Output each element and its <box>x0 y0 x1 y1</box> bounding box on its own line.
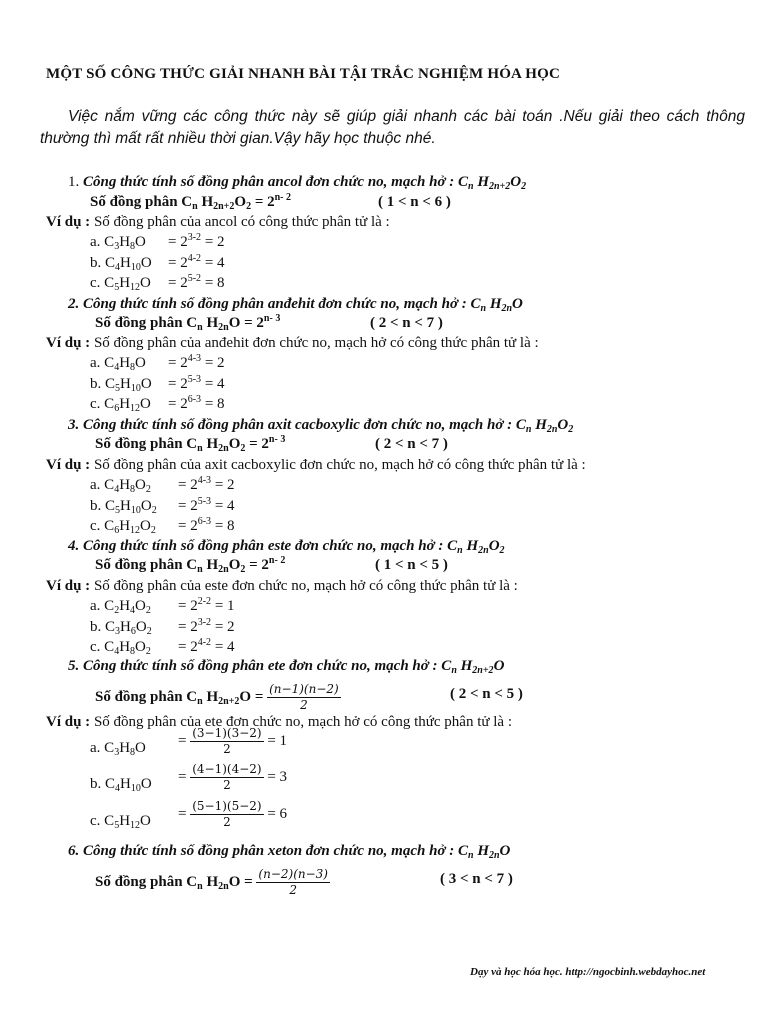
example-intro <box>46 333 539 353</box>
example-result: = 3 <box>267 768 288 785</box>
section-number: 5. <box>68 658 80 674</box>
count-h-subscript: 2n <box>218 564 229 575</box>
example-intro <box>46 212 390 232</box>
heading-h-subscript: 2n <box>488 850 500 861</box>
example-rhs: = $2^{6-3} = 8$ <box>168 394 225 412</box>
example-letter: a. <box>90 598 101 614</box>
power-base: 2 <box>190 598 198 614</box>
hydrogen-symbol: H <box>119 813 131 829</box>
fraction-denominator: 2 <box>223 778 231 792</box>
example-row: b. $C_4H_{10}O$ = $2^{4-2} = 4$ <box>90 253 225 273</box>
count-o-subscript: 2 <box>246 201 252 212</box>
hydrogen-subscript: 10 <box>130 505 141 516</box>
section-heading <box>68 294 523 314</box>
example-letter: c. <box>90 275 101 291</box>
example-result: = 8 <box>214 518 235 534</box>
power-base: 2 <box>180 376 188 392</box>
oxygen-subscript: 2 <box>150 525 156 536</box>
hydrogen-subscript: 10 <box>130 383 141 394</box>
section-heading <box>68 841 510 861</box>
count-n-subscript: n <box>192 201 198 212</box>
example-text: Số đồng phân của ancol có công thức phân tử là : <box>93 214 390 230</box>
oxygen-subscript: 2 <box>145 605 151 616</box>
example-row: b. $C_5H_{10}O$ = $2^{5-3} = 4$ <box>90 374 225 394</box>
example-letter: a. <box>90 355 101 371</box>
example-result: = 4 <box>214 639 235 655</box>
carbon-subscript: 5 <box>115 383 121 394</box>
heading-h-subscript: 2n <box>478 545 489 556</box>
heading-o: O <box>512 296 523 312</box>
power-exponent: 4-3 <box>187 353 202 364</box>
equals-sign: = <box>251 194 268 210</box>
example-letter: c. <box>90 396 101 412</box>
count-n-subscript: n <box>197 443 203 454</box>
section-heading <box>68 536 505 556</box>
example-label: Ví dụ : <box>46 714 91 730</box>
count-formula <box>95 867 330 898</box>
power-exponent: 2-2 <box>197 596 212 607</box>
count-h: H <box>206 873 219 890</box>
heading-h: H <box>466 538 479 554</box>
section-heading-text: Công thức tính số đồng phân axit cacboxylic đơn chức no, mạch hở : C <box>83 417 526 433</box>
count-prefix: Số đồng phân C <box>90 194 193 210</box>
heading-h: H <box>477 174 489 190</box>
hydrogen-symbol: H <box>119 477 131 493</box>
carbon-subscript: 4 <box>115 783 121 794</box>
example-row: b. $C_3H_6O_2$ = $2^{3-2} = 2$ <box>90 617 235 637</box>
count-h: H <box>206 557 219 573</box>
hydrogen-subscript: 12 <box>130 282 141 293</box>
power-exponent: n- 3 <box>268 434 286 445</box>
example-rhs: = $2^{5-2} = 8$ <box>168 273 225 291</box>
n-range-text: ( 2 < n < 5 ) <box>450 686 523 702</box>
hydrogen-symbol: H <box>119 234 131 250</box>
example-result: = 1 <box>214 598 235 614</box>
power-base: 2 <box>190 639 198 655</box>
power-exponent: 5-3 <box>197 496 212 507</box>
section-heading-text: Công thức tính số đồng phân anđehit đơn chức no, mạch hở : C <box>83 296 481 312</box>
carbon-subscript: 2 <box>114 605 120 616</box>
carbon-subscript: 3 <box>114 241 120 252</box>
count-o-subscript: 2 <box>240 564 246 575</box>
example-row: c. $C_5H_{12}O$ = $\frac{(5-1)(5-2)}{2}$ = 6 <box>90 799 288 831</box>
power-base: 2 <box>261 436 269 452</box>
count-n-subscript: n <box>197 880 203 892</box>
heading-o: O <box>493 658 505 674</box>
count-prefix: Số đồng phân C <box>95 315 198 331</box>
hydrogen-symbol: H <box>119 396 131 412</box>
heading-h: H <box>460 658 473 674</box>
hydrogen-subscript: 8 <box>130 484 136 495</box>
power-exponent: n- 2 <box>274 192 292 203</box>
count-o: O <box>228 557 241 573</box>
example-result: = 4 <box>204 255 225 271</box>
example-letter: b. <box>90 776 102 792</box>
power-exponent: 3-2 <box>197 617 212 628</box>
section-number: 6. <box>68 843 80 859</box>
intro-paragraph: Việc nắm vững các công thức này sẽ giúp giải nhanh các bài toán .Nếu giải theo cách thông thường thì mất rất nhiều thời gian.Vậy hãy học thuộc nhé. <box>40 108 745 147</box>
fraction <box>256 867 330 898</box>
example-rhs: = $2^{6-3} = 8$ <box>178 516 235 534</box>
example-rhs: = $2^{5-3} = 4$ <box>168 374 225 392</box>
example-intro <box>46 576 518 596</box>
hydrogen-symbol: H <box>120 376 131 392</box>
example-result: = 2 <box>204 234 225 250</box>
example-text: Số đồng phân của axit cacboxylic đơn chức no, mạch hở có công thức phân tử là : <box>93 457 586 473</box>
section-heading <box>68 415 573 435</box>
heading-n-subscript: n <box>457 545 463 556</box>
example-rhs: = $2^{4-3} = 2$ <box>168 353 225 371</box>
power-base: 2 <box>180 355 188 371</box>
example-result: = 2 <box>214 619 235 635</box>
power-base: 2 <box>180 275 188 291</box>
carbon-subscript: 6 <box>114 525 120 536</box>
example-letter: a. <box>90 740 101 756</box>
count-o: O <box>239 688 252 705</box>
section-heading <box>68 656 504 676</box>
heading-h: H <box>535 417 547 433</box>
count-o: O <box>228 436 241 452</box>
count-formula <box>90 192 291 212</box>
count-formula <box>95 313 280 333</box>
example-label: Ví dụ : <box>46 214 91 230</box>
n-range <box>440 869 513 889</box>
carbon-subscript: 5 <box>115 505 121 516</box>
count-prefix: Số đồng phân C <box>95 688 198 705</box>
count-o: O <box>228 873 241 890</box>
carbon-subscript: 5 <box>114 820 120 831</box>
power-base: 2 <box>180 255 188 271</box>
hydrogen-symbol: H <box>120 776 131 792</box>
power-exponent: 5-2 <box>187 273 202 284</box>
example-result: = 2 <box>204 355 225 371</box>
example-row: c. $C_4H_8O_2$ = $2^{4-2} = 4$ <box>90 637 235 657</box>
example-result: = 4 <box>204 376 225 392</box>
power-exponent: 6-3 <box>187 394 202 405</box>
heading-n-subscript: n <box>468 181 474 192</box>
count-h-subscript: 2n <box>218 322 229 333</box>
equals-sign: = <box>245 436 262 452</box>
example-row: a. $C_2H_4O_2$ = $2^{2-2} = 1$ <box>90 596 235 616</box>
count-formula <box>95 682 341 713</box>
n-range-text: ( 3 < n < 7 ) <box>440 871 513 887</box>
equals-sign: = <box>240 315 257 331</box>
footer-credit: Dạy và học hóa học. http://ngocbinh.webdayhoc.net <box>470 966 706 978</box>
example-result: = 4 <box>214 498 235 514</box>
power-exponent: n- 3 <box>263 313 281 324</box>
hydrogen-symbol: H <box>119 518 131 534</box>
example-label: Ví dụ : <box>46 335 91 351</box>
heading-h-subscript: 2n <box>501 303 513 314</box>
section-number: 1. <box>68 174 80 190</box>
heading-o-subscript: 2 <box>499 545 505 556</box>
section-heading-text: Công thức tính số đồng phân ancol đơn chức no, mạch hở : C <box>83 174 468 190</box>
power-base: 2 <box>190 619 198 635</box>
heading-n-subscript: n <box>468 850 474 861</box>
section-heading-text: Công thức tính số đồng phân xeton đơn chức no, mạch hở : C <box>83 843 468 859</box>
example-result: = 8 <box>204 275 225 291</box>
n-range <box>375 434 448 454</box>
example-row: a. $C_3H_8O$ = $2^{3-2} = 2$ <box>90 232 225 252</box>
example-intro <box>46 455 586 475</box>
carbon-subscript: 4 <box>114 362 120 373</box>
count-h-subscript: 2n+2 <box>213 201 235 212</box>
hydrogen-subscript: 12 <box>130 525 141 536</box>
n-range <box>375 555 448 575</box>
n-range-text: ( 2 < n < 7 ) <box>375 436 448 452</box>
section-number: 3. <box>68 417 80 433</box>
example-letter: c. <box>90 518 101 534</box>
count-n-subscript: n <box>197 322 203 333</box>
count-prefix: Số đồng phân C <box>95 436 198 452</box>
oxygen-subscript: 2 <box>151 505 157 516</box>
power-base: 2 <box>261 557 269 573</box>
hydrogen-subscript: 6 <box>130 626 136 637</box>
power-exponent: 6-3 <box>197 516 212 527</box>
hydrogen-subscript: 12 <box>130 820 141 831</box>
power-exponent: 4-3 <box>197 475 212 486</box>
hydrogen-subscript: 8 <box>130 646 136 657</box>
count-h-subscript: 2n <box>218 880 229 892</box>
example-label: Ví dụ : <box>46 578 91 594</box>
example-letter: a. <box>90 477 101 493</box>
count-prefix: Số đồng phân C <box>95 557 198 573</box>
heading-o: O <box>488 538 500 554</box>
example-letter: b. <box>90 498 102 514</box>
hydrogen-symbol: H <box>120 619 131 635</box>
heading-o: O <box>510 174 522 190</box>
example-label: Ví dụ : <box>46 457 91 473</box>
example-letter: b. <box>90 619 102 635</box>
example-rhs: = $2^{4-2} = 4$ <box>168 253 225 271</box>
count-o-subscript: 2 <box>240 443 246 454</box>
example-rhs: = $2^{4-2} = 4$ <box>178 637 235 655</box>
example-letter: a. <box>90 234 101 250</box>
example-rhs: = $2^{3-2} = 2$ <box>178 617 235 635</box>
hydrogen-subscript: 8 <box>130 747 136 758</box>
n-range-text: ( 1 < n < 6 ) <box>378 194 451 210</box>
example-row: b. $C_5H_{10}O_2$ = $2^{5-3} = 4$ <box>90 496 235 516</box>
example-row: a. $C_4H_8O$ = $2^{4-3} = 2$ <box>90 353 225 373</box>
power-exponent: 4-2 <box>187 253 202 264</box>
carbon-subscript: 5 <box>114 282 120 293</box>
heading-n-subscript: n <box>480 303 487 314</box>
carbon-subscript: 3 <box>115 626 121 637</box>
count-formula <box>95 555 285 575</box>
hydrogen-subscript: 10 <box>130 783 141 794</box>
example-text: Số đồng phân của anđehit đơn chức no, mạch hở có công thức phân tử là : <box>93 335 539 351</box>
carbon-subscript: 4 <box>115 262 121 273</box>
power-exponent: 5-3 <box>187 374 202 385</box>
hydrogen-subscript: 12 <box>130 403 141 414</box>
example-result: = 1 <box>267 732 288 749</box>
example-row: c. $C_6H_{12}O_2$ = $2^{6-3} = 8$ <box>90 516 235 536</box>
fraction <box>190 762 263 793</box>
example-letter: b. <box>90 376 102 392</box>
example-rhs: = $2^{5-3} = 4$ <box>178 496 235 514</box>
hydrogen-subscript: 4 <box>130 605 136 616</box>
example-row: c. $C_5H_{12}O$ = $2^{5-2} = 8$ <box>90 273 225 293</box>
example-row: a. $C_4H_8O_2$ = $2^{4-3} = 2$ <box>90 475 235 495</box>
n-range <box>370 313 443 333</box>
example-rhs: = $\frac{(3-1)(3-2)}{2}$ = 1 <box>178 726 288 756</box>
example-row: c. $C_6H_{12}O$ = $2^{6-3} = 8$ <box>90 394 225 414</box>
heading-h: H <box>477 843 489 859</box>
hydrogen-subscript: 10 <box>130 262 141 273</box>
count-h: H <box>206 688 219 705</box>
hydrogen-subscript: 8 <box>130 362 136 373</box>
hydrogen-symbol: H <box>119 355 131 371</box>
fraction-denominator: 2 <box>223 742 231 756</box>
power-exponent: 4-2 <box>197 637 212 648</box>
heading-o: O <box>499 843 511 859</box>
hydrogen-symbol: H <box>119 598 131 614</box>
count-prefix: Số đồng phân C <box>95 873 198 890</box>
fraction-numerator: (n−1)(n−2) <box>269 682 339 696</box>
count-n-subscript: n <box>197 695 203 707</box>
fraction <box>190 799 263 830</box>
equals-sign: = <box>251 688 268 705</box>
oxygen-subscript: 2 <box>145 484 151 495</box>
power-base: 2 <box>180 396 188 412</box>
fraction-numerator: (4−1)(4−2) <box>192 762 262 776</box>
example-rhs: = $2^{2-2} = 1$ <box>178 596 235 614</box>
fraction-numerator: (n−2)(n−3) <box>258 867 328 881</box>
power-exponent: 3-2 <box>187 232 202 243</box>
count-o: O <box>228 315 241 331</box>
section-number: 4. <box>68 538 80 554</box>
count-h: H <box>206 315 219 331</box>
example-text: Số đồng phân của ete đơn chức no, mạch hở có công thức phân tử là : <box>93 714 512 730</box>
count-n-subscript: n <box>197 564 203 575</box>
section-heading <box>68 172 526 192</box>
section-heading-text: Công thức tính số đồng phân este đơn chức no, mạch hở : C <box>83 538 458 554</box>
count-h: H <box>201 194 214 210</box>
heading-h: H <box>489 296 502 312</box>
example-letter: c. <box>90 639 101 655</box>
fraction <box>267 682 341 713</box>
equals-sign: = <box>240 873 257 890</box>
example-rhs: = $\frac{(4-1)(4-2)}{2}$ = 3 <box>178 762 288 792</box>
hydrogen-symbol: H <box>120 255 131 271</box>
power-base: 2 <box>190 498 198 514</box>
count-h: H <box>206 436 219 452</box>
example-result: = 8 <box>204 396 225 412</box>
example-result: = 6 <box>267 805 288 822</box>
heading-h-subscript: 2n+2 <box>472 665 494 676</box>
heading-n-subscript: n <box>525 424 532 435</box>
equals-sign: = <box>245 557 262 573</box>
oxygen-subscript: 2 <box>146 626 152 637</box>
fraction <box>190 726 263 757</box>
example-text: Số đồng phân của este đơn chức no, mạch hở có công thức phân tử là : <box>93 578 518 594</box>
oxygen-subscript: 2 <box>145 646 151 657</box>
example-rhs: = $\frac{(5-1)(5-2)}{2}$ = 6 <box>178 799 288 829</box>
power-base: 2 <box>190 518 198 534</box>
carbon-subscript: 4 <box>114 484 120 495</box>
n-range-text: ( 2 < n < 7 ) <box>370 315 443 331</box>
heading-o-subscript: 2 <box>521 181 527 192</box>
power-base: 2 <box>256 315 264 331</box>
example-row: a. $C_3H_8O$ = $\frac{(3-1)(3-2)}{2}$ = 1 <box>90 726 288 758</box>
heading-o-subscript: 2 <box>568 424 574 435</box>
section-heading-text: Công thức tính số đồng phân ete đơn chức no, mạch hở : C <box>83 658 452 674</box>
example-letter: b. <box>90 255 102 271</box>
hydrogen-symbol: H <box>119 275 131 291</box>
carbon-subscript: 3 <box>114 747 120 758</box>
power-base: 2 <box>267 194 275 210</box>
example-letter: c. <box>90 813 101 829</box>
fraction-denominator: 2 <box>289 883 298 897</box>
count-o: O <box>234 194 247 210</box>
page-title: MỘT SỐ CÔNG THỨC GIẢI NHANH BÀI TẬI TRẮC NGHIỆM HÓA HỌC <box>46 66 560 82</box>
hydrogen-symbol: H <box>120 498 131 514</box>
n-range <box>378 192 451 212</box>
n-range <box>450 684 523 704</box>
count-h-subscript: 2n <box>218 443 229 454</box>
example-rhs: = $2^{3-2} = 2$ <box>168 232 225 250</box>
hydrogen-symbol: H <box>119 639 131 655</box>
power-base: 2 <box>180 234 188 250</box>
section-number: 2. <box>68 296 80 312</box>
heading-h-subscript: 2n+2 <box>488 181 511 192</box>
example-rhs: = $2^{4-3} = 2$ <box>178 475 235 493</box>
carbon-subscript: 6 <box>114 403 120 414</box>
heading-h-subscript: 2n <box>546 424 558 435</box>
heading-n-subscript: n <box>451 665 457 676</box>
fraction-numerator: (3−1)(3−2) <box>192 726 262 740</box>
power-exponent: n- 2 <box>268 555 286 566</box>
count-formula <box>95 434 285 454</box>
hydrogen-subscript: 8 <box>130 241 136 252</box>
hydrogen-symbol: H <box>119 740 131 756</box>
fraction-denominator: 2 <box>300 698 308 712</box>
fraction-numerator: (5−1)(5−2) <box>192 799 262 813</box>
count-h-subscript: 2n+2 <box>218 695 240 707</box>
example-row: b. $C_4H_{10}O$ = $\frac{(4-1)(4-2)}{2}$ = 3 <box>90 762 288 794</box>
n-range-text: ( 1 < n < 5 ) <box>375 557 448 573</box>
power-base: 2 <box>190 477 198 493</box>
carbon-subscript: 4 <box>114 646 120 657</box>
heading-o: O <box>557 417 569 433</box>
example-result: = 2 <box>214 477 235 493</box>
fraction-denominator: 2 <box>223 815 231 829</box>
